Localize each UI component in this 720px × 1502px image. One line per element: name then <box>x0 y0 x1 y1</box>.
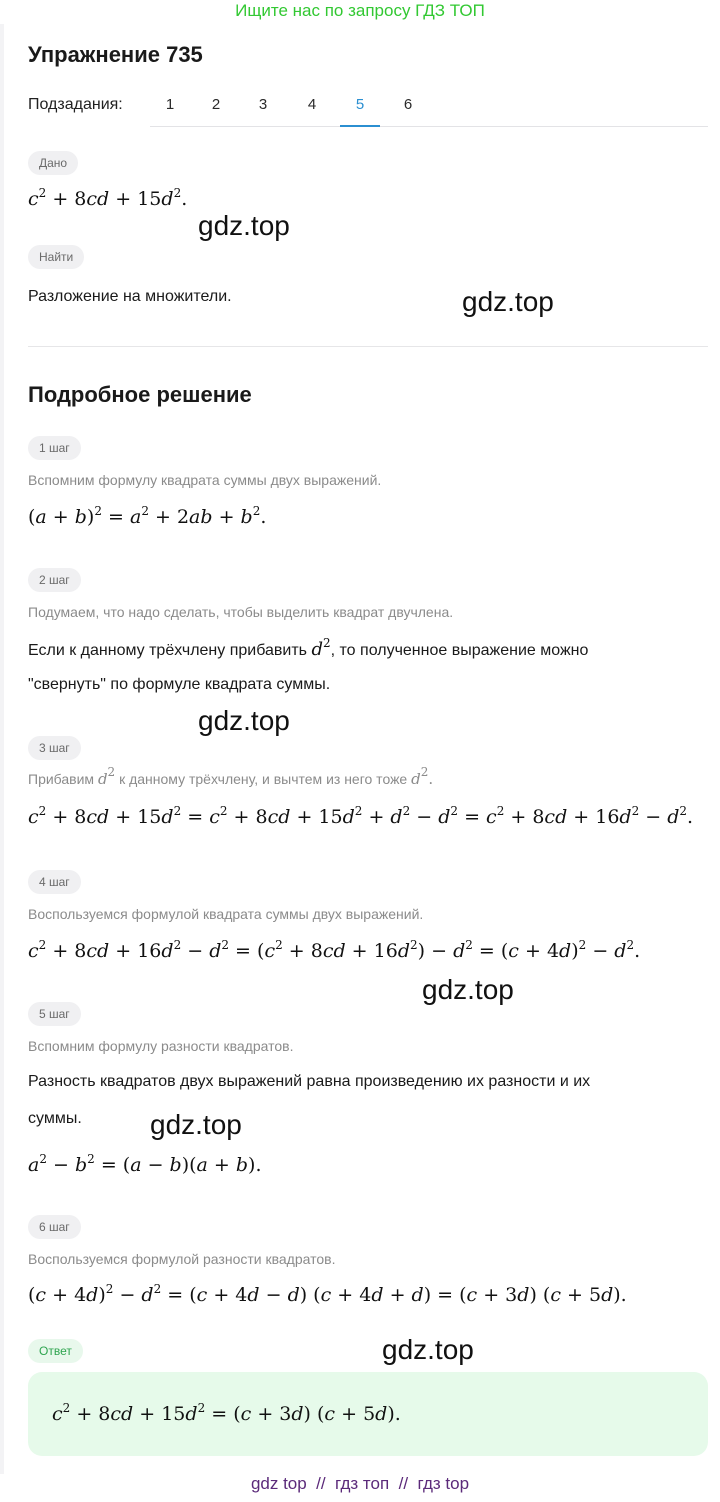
watermark: gdz.top <box>150 1109 242 1140</box>
step-2-text-b: , то полученное выражение можно <box>330 642 589 659</box>
divider <box>28 346 708 347</box>
step-6-pill: 6 шаг <box>28 1215 81 1239</box>
step-6-note: Воспользуемся формулой разности квадратов. <box>28 1251 336 1267</box>
step-3-note-math-2: $d^2$. <box>411 765 434 788</box>
tab-subtask-2[interactable]: 2 <box>211 96 221 113</box>
step-2-inline-math: $d^2$ <box>311 636 331 660</box>
step-2-pill: 2 шаг <box>28 568 81 592</box>
watermark: gdz.top <box>382 1334 474 1365</box>
tab-subtask-6[interactable]: 6 <box>403 96 413 113</box>
given-expression: $c^2 + 8cd + 15d^2$. <box>28 186 188 210</box>
tab-subtask-5-active[interactable]: 5 <box>340 92 380 127</box>
search-banner: Ищите нас по запросу ГДЗ ТОП <box>235 1 485 20</box>
watermark: gdz.top <box>198 705 290 736</box>
step-3-note <box>28 765 434 788</box>
step-1-pill: 1 шаг <box>28 436 81 460</box>
step-3-formula: $c^2 + 8cd + 15d^2 = c^2 + 8cd + 15d^2 + d^2 - d^2 = c^2 + 8cd + 16d^2 - d^2$. <box>28 804 694 828</box>
answer-pill: Ответ <box>28 1339 83 1363</box>
step-5-formula: $a^2 - b^2 = (a - b)(a + b)$. <box>28 1152 262 1176</box>
tab-subtask-3[interactable]: 3 <box>258 96 268 113</box>
step-3-note-b: к данному трёхчлену, и вычтем из него тоже <box>119 771 408 787</box>
step-5-pill: 5 шаг <box>28 1002 81 1026</box>
solution-heading: Подробное решение <box>28 382 252 407</box>
step-5-text-line-1: Разность квадратов двух выражений равна произведению их разности и их <box>28 1073 591 1090</box>
footer-links[interactable]: gdz top // гдз топ // гдз top <box>250 1474 470 1493</box>
left-rule <box>0 24 4 1474</box>
tab-subtask-4[interactable]: 4 <box>307 96 317 113</box>
step-3-pill: 3 шаг <box>28 736 81 760</box>
find-pill: Найти <box>28 245 84 269</box>
step-1-note: Вспомним формулу квадрата суммы двух выражений. <box>28 472 382 488</box>
step-2-text-line-1 <box>28 636 589 660</box>
step-4-note: Воспользуемся формулой квадрата суммы двух выражений. <box>28 906 424 922</box>
watermark: gdz.top <box>462 286 554 317</box>
watermark: gdz.top <box>198 210 290 241</box>
step-4-pill: 4 шаг <box>28 870 81 894</box>
subtasks-tabs <box>150 92 708 127</box>
step-2-text-a: Если к данному трёхчлену прибавить <box>28 642 308 659</box>
step-6-formula: $(c + 4d)^2 - d^2 = (c + 4d - d)$ (c + 4d + d) = (c + 3d) (c + 5d). <box>28 1282 627 1306</box>
answer-box <box>28 1372 708 1456</box>
step-1-formula: $(a + b)^2 = a^2 + 2ab + b^2$. <box>28 504 267 528</box>
step-3-note-a: Прибавим <box>28 771 95 787</box>
step-5-text-line-2: суммы. <box>28 1110 82 1127</box>
step-2-text-line-2: "свернуть" по формуле квадрата суммы. <box>28 676 331 693</box>
answer-formula: $c^2 + 8cd + 15d^2 = (c + 3d) (c + 5d)$. <box>52 1401 401 1425</box>
given-pill: Дано <box>28 151 78 175</box>
step-4-formula: $c^2 + 8cd + 16d^2 - d^2 = (c^2 + 8cd + 16d^2) - d^2 = (c + 4d)^2 - d^2$. <box>28 938 641 962</box>
page-title: Упражнение 735 <box>28 42 203 67</box>
watermark: gdz.top <box>422 974 514 1005</box>
step-2-note: Подумаем, что надо сделать, чтобы выделить квадрат двучлена. <box>28 604 454 620</box>
step-3-note-math-1: $d^2$ <box>97 765 116 788</box>
subtasks-label: Подзадания: <box>28 96 123 113</box>
step-5-note: Вспомним формулу разности квадратов. <box>28 1038 294 1054</box>
find-text: Разложение на множители. <box>28 288 232 305</box>
tab-subtask-1[interactable]: 1 <box>165 96 175 113</box>
